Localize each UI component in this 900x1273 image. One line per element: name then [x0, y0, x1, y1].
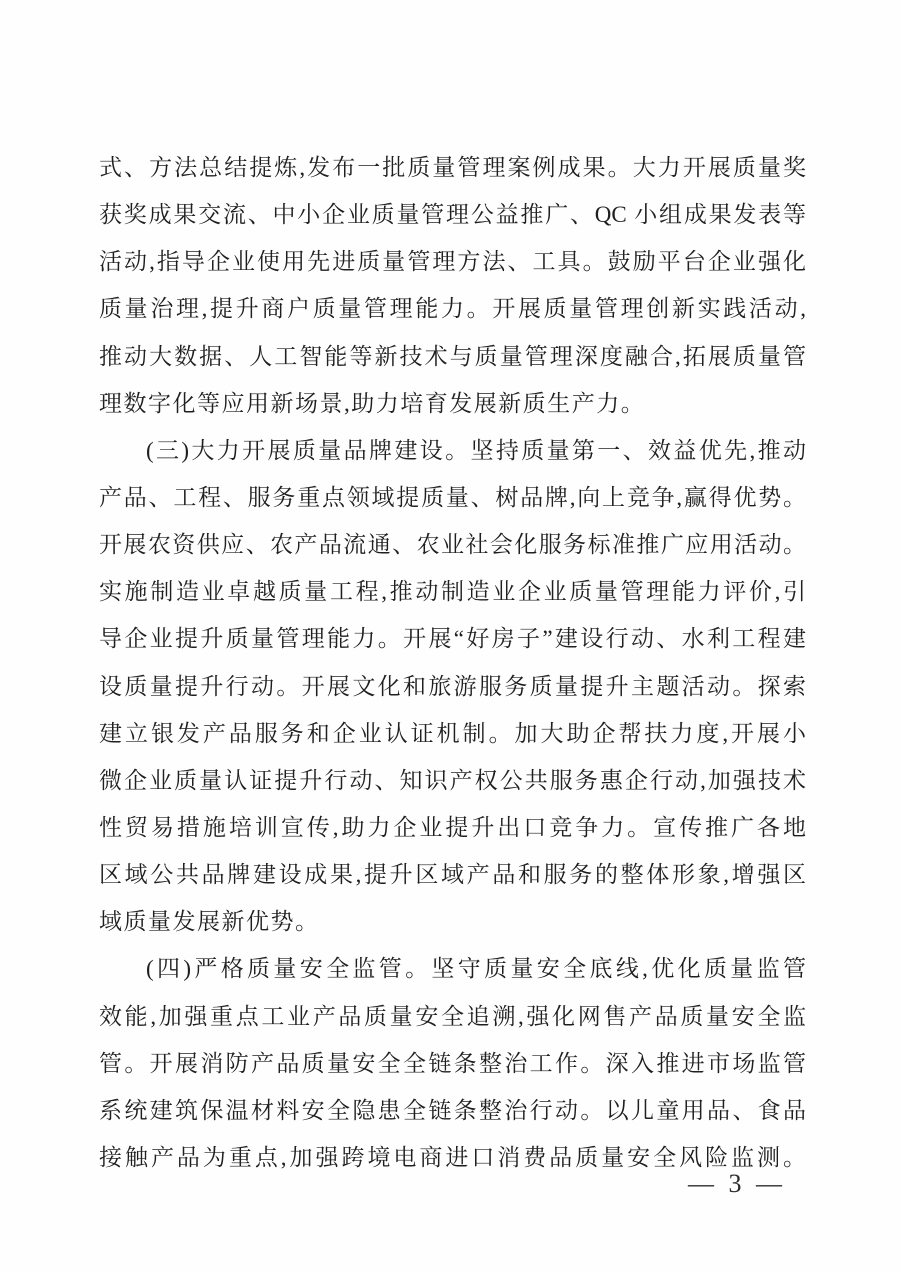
text-line: 理数字化等应用新场景,助力培育发展新质生产力。 — [99, 390, 646, 416]
text-line: 区域公共品牌建设成果,提升区域产品和服务的整体形象,增强区 — [99, 862, 806, 888]
text-line: (三)大力开展质量品牌建设。坚持质量第一、效益优先,推动 — [146, 437, 806, 463]
text-line: 产品、工程、服务重点领域提质量、树品牌,向上竞争,赢得优势。 — [99, 484, 806, 510]
text-line: 活动,指导企业使用先进质量管理方法、工具。鼓励平台企业强化 — [99, 249, 806, 275]
text-line: 式、方法总结提炼,发布一批质量管理案例成果。大力开展质量奖 — [99, 155, 806, 180]
text-line: 推动大数据、人工智能等新技术与质量管理深度融合,拓展质量管 — [99, 343, 806, 369]
text-line: 微企业质量认证提升行动、知识产权公共服务惠企行动,加强技术 — [99, 767, 806, 793]
paragraph-continued — [99, 144, 806, 427]
text-line: 系统建筑保温材料安全隐患全链条整治行动。以儿童用品、食品 — [99, 1097, 806, 1123]
text-line: 建立银发产品服务和企业认证机制。加大助企帮扶力度,开展小 — [99, 720, 806, 746]
paragraph-section-3 — [99, 427, 806, 946]
text-line: 实施制造业卓越质量工程,推动制造业企业质量管理能力评价,引 — [99, 579, 806, 605]
text-line: 接触产品为重点,加强跨境电商进口消费品质量安全风险监测。 — [99, 1144, 806, 1170]
text-line: 开展农资供应、农产品流通、农业社会化服务标准推广应用活动。 — [99, 532, 806, 558]
text-line: 设质量提升行动。开展文化和旅游服务质量提升主题活动。探索 — [99, 673, 806, 699]
text-line: 性贸易措施培训宣传,助力企业提升出口竞争力。宣传推广各地 — [99, 814, 806, 840]
text-line: 质量治理,提升商户质量管理能力。开展质量管理创新实践活动, — [99, 296, 806, 322]
document-body — [99, 144, 806, 1181]
text-line: 管。开展消防产品质量安全全链条整治工作。深入推进市场监管 — [99, 1050, 806, 1076]
text-line: 效能,加强重点工业产品质量安全追溯,强化网售产品质量安全监 — [99, 1003, 806, 1029]
page-number: — 3 — — [688, 1169, 786, 1198]
paragraph-section-4 — [99, 945, 806, 1181]
text-line: 域质量发展新优势。 — [99, 909, 320, 935]
text-line: 导企业提升质量管理能力。开展“好房子”建设行动、水利工程建 — [99, 626, 806, 652]
text-line: 获奖成果交流、中小企业质量管理公益推广、QC 小组成果发表等 — [99, 202, 806, 228]
text-line: (四)严格质量安全监管。坚守质量安全底线,优化质量监管 — [146, 956, 806, 982]
